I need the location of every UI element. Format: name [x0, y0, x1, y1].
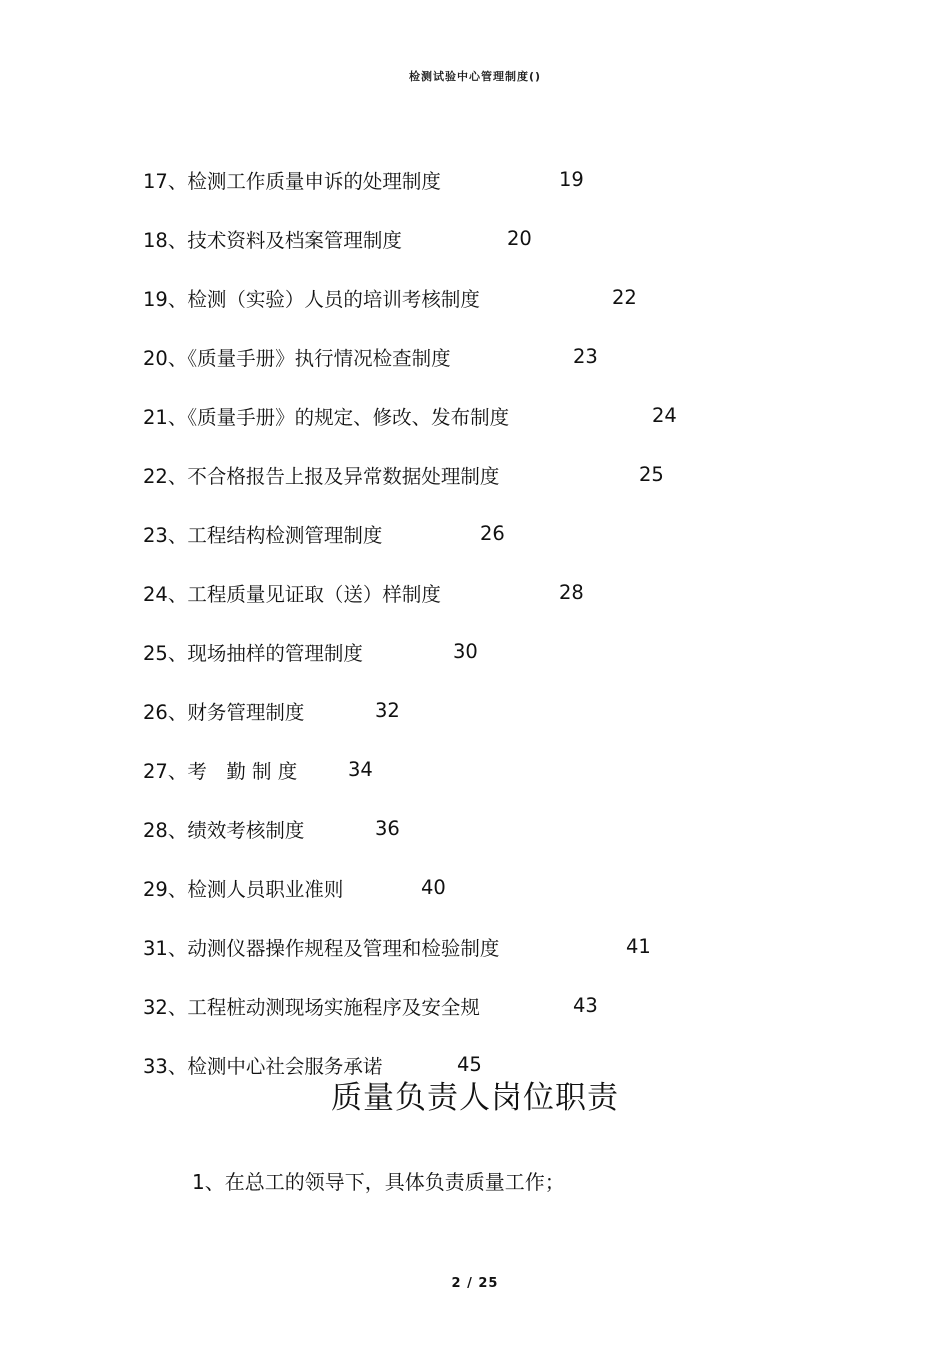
toc-entry-page: 36: [375, 817, 400, 840]
toc-entry-page: 28: [559, 581, 584, 604]
toc-entry-page: 30: [453, 640, 478, 663]
section-title: 质量负责人岗位职责: [331, 1080, 619, 1116]
toc-entry[interactable]: [143, 933, 651, 963]
toc-entry-number: 26: [143, 701, 168, 724]
toc-entry[interactable]: [143, 284, 637, 314]
toc-entry-title: 、现场抽样的管理制度: [167, 642, 363, 665]
toc-entry-number: 32: [143, 996, 168, 1019]
toc-entry-title: 、检测中心社会服务承诺: [167, 1055, 383, 1078]
toc-entry-page: 26: [480, 522, 505, 545]
toc-entry[interactable]: [143, 992, 598, 1022]
toc-entry-page: 34: [348, 758, 373, 781]
duty-item: 1、在总工的领导下，具体负责质量工作；: [192, 1170, 565, 1194]
toc-entry[interactable]: [143, 402, 677, 432]
toc-entry-title: 、技术资料及档案管理制度: [167, 229, 402, 252]
toc-entry-number: 29: [143, 878, 168, 901]
toc-entry-title: 、财务管理制度: [167, 701, 305, 724]
toc-entry-page: 41: [626, 935, 651, 958]
toc-entry-number: 22: [143, 465, 168, 488]
running-header: 检测试验中心管理制度(): [408, 70, 542, 83]
toc-entry-number: 27: [143, 760, 168, 783]
toc-entry-title: 、考 勤 制 度: [167, 760, 298, 783]
toc-entry-number: 33: [143, 1055, 168, 1078]
toc-entry[interactable]: [143, 815, 400, 845]
page-indicator: 2 / 25: [451, 1276, 499, 1291]
toc-entry-number: 24: [143, 583, 168, 606]
toc-entry-page: 32: [375, 699, 400, 722]
toc-entry[interactable]: [143, 638, 478, 668]
toc-entry-number: 20: [143, 347, 168, 370]
toc-entry[interactable]: [143, 874, 446, 904]
toc-entry-page: 24: [652, 404, 677, 427]
toc-entry-page: 22: [612, 286, 637, 309]
toc-entry[interactable]: [143, 756, 373, 786]
toc-entry-number: 25: [143, 642, 168, 665]
toc-entry-title: 、《质量手册》的规定、修改、发布制度: [167, 406, 510, 429]
toc-entry-page: 40: [421, 876, 446, 899]
toc-entry[interactable]: [143, 343, 598, 373]
toc-entry[interactable]: [143, 579, 584, 609]
toc-entry-title: 、检测工作质量申诉的处理制度: [167, 170, 441, 193]
toc-entry[interactable]: [143, 461, 664, 491]
toc-entry-page: 19: [559, 168, 584, 191]
toc-entry-title: 、检测人员职业准则: [167, 878, 344, 901]
toc-entry-title: 、工程质量见证取（送）样制度: [167, 583, 441, 606]
toc-entry-number: 21: [143, 406, 168, 429]
toc-entry-page: 20: [507, 227, 532, 250]
toc-entry-number: 28: [143, 819, 168, 842]
toc-entry-title: 、绩效考核制度: [167, 819, 305, 842]
toc-entry[interactable]: [143, 697, 400, 727]
toc-entry-number: 31: [143, 937, 168, 960]
toc-entry-title: 、工程结构检测管理制度: [167, 524, 383, 547]
toc-entry-page: 43: [573, 994, 598, 1017]
toc-entry-number: 19: [143, 288, 168, 311]
toc-entry-number: 17: [143, 170, 168, 193]
toc-entry-page: 25: [639, 463, 664, 486]
toc-entry[interactable]: [143, 166, 584, 196]
toc-entry-page: 45: [457, 1053, 482, 1076]
toc-entry[interactable]: [143, 225, 532, 255]
toc-entry-number: 18: [143, 229, 168, 252]
toc-entry-number: 23: [143, 524, 168, 547]
toc-entry-title: 、工程桩动测现场实施程序及安全规: [167, 996, 480, 1019]
toc-entry[interactable]: [143, 520, 505, 550]
toc-entry-title: 、《质量手册》执行情况检查制度: [167, 347, 451, 370]
toc-entry-title: 、检测（实验）人员的培训考核制度: [167, 288, 480, 311]
toc-entry-title: 、不合格报告上报及异常数据处理制度: [167, 465, 500, 488]
toc-entry-page: 23: [573, 345, 598, 368]
toc-entry-title: 、动测仪器操作规程及管理和检验制度: [167, 937, 500, 960]
